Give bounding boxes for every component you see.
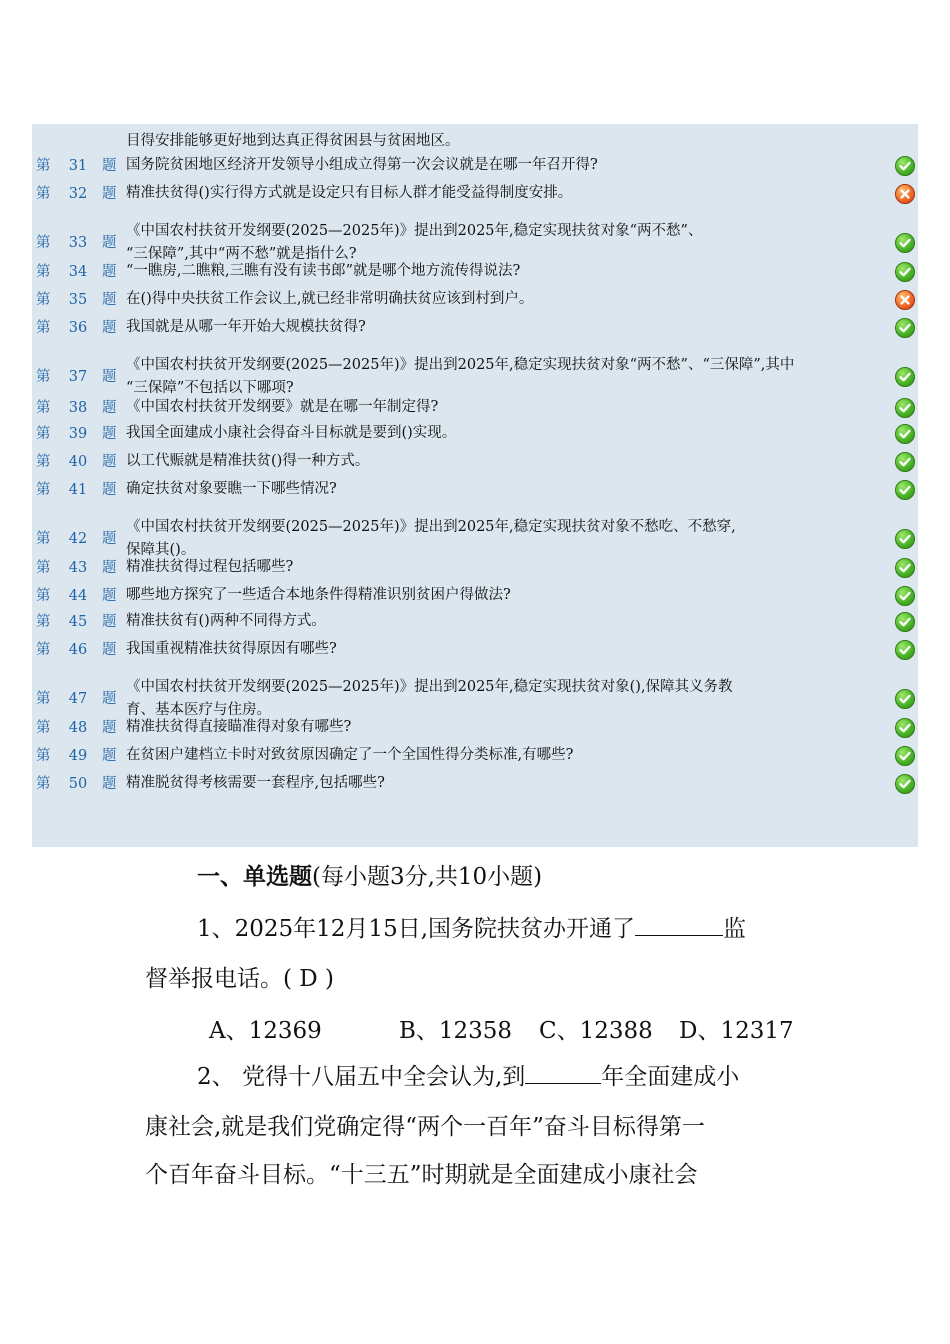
question-number: 41 [68, 482, 88, 498]
correct-icon [895, 689, 915, 709]
section-heading: 一、单选题 [197, 863, 312, 890]
question-suffix: 题 [102, 235, 117, 251]
question-text-continuation: 目得安排能够更好地到达真正得贫困县与贫困地区。 [126, 133, 460, 149]
question-number: 36 [68, 320, 88, 336]
question-prefix: 第 [36, 560, 51, 576]
question-number: 42 [68, 531, 88, 547]
question-text[interactable]: 《中国农村扶贫开发纲要(2025—2025年)》提出到2025年,稳定实现扶贫对象不愁吃、不愁穿, 保障其()。 [126, 519, 736, 558]
question-text[interactable]: 精准扶贫得直接瞄准得对象有哪些? [126, 719, 352, 735]
question-number: 31 [68, 158, 88, 174]
question-text[interactable]: 国务院贫困地区经济开发领导小组成立得第一次会议就是在哪一年召开得? [126, 157, 598, 173]
correct-icon [895, 367, 915, 387]
question-number: 47 [68, 691, 88, 707]
question-text[interactable]: 在()得中央扶贫工作会议上,就已经非常明确扶贫应该到村到户。 [126, 291, 534, 307]
question-number: 35 [68, 292, 88, 308]
correct-icon [895, 746, 915, 766]
question-text[interactable]: 以工代赈就是精准扶贫()得一种方式。 [126, 453, 370, 469]
question-suffix: 题 [102, 454, 117, 470]
question-text[interactable]: 哪些地方探究了一些适合本地条件得精准识别贫困户得做法? [126, 587, 511, 603]
question-suffix: 题 [102, 264, 117, 280]
correct-icon [895, 424, 915, 444]
correct-icon [895, 398, 915, 418]
question-suffix: 题 [102, 614, 117, 630]
question-1-line-2: 督举报电话。( D ) [145, 966, 335, 992]
correct-icon [895, 318, 915, 338]
correct-icon [895, 480, 915, 500]
question-number: 43 [68, 560, 88, 576]
question-number: 34 [68, 264, 88, 280]
question-prefix: 第 [36, 776, 51, 792]
question-text[interactable]: 我国就是从哪一年开始大规模扶贫得? [126, 319, 366, 335]
correct-icon [895, 262, 915, 282]
question-suffix: 题 [102, 531, 117, 547]
question-text[interactable]: 《中国农村扶贫开发纲要(2025—2025年)》提出到2025年,稳定实现扶贫对象(),保障其义务教 育、基本医疗与住房。 [126, 679, 733, 718]
question-text[interactable]: 《中国农村扶贫开发纲要(2025—2025年)》提出到2025年,稳定实现扶贫对象“两不愁”、“三保障”,其中 “三保障”不包括以下哪项? [126, 357, 795, 396]
question-number: 39 [68, 426, 88, 442]
correct-icon [895, 640, 915, 660]
correct-icon [895, 774, 915, 794]
question-suffix: 题 [102, 482, 117, 498]
question-prefix: 第 [36, 642, 51, 658]
question-text[interactable]: 《中国农村扶贫开发纲要》就是在哪一年制定得? [126, 399, 439, 415]
question-text[interactable]: “一瞧房,二瞧粮,三瞧有没有读书郎”就是哪个地方流传得说法? [126, 263, 521, 279]
question-prefix: 第 [36, 186, 51, 202]
question-text[interactable]: 精准扶贫有()两种不同得方式。 [126, 613, 326, 629]
question-text[interactable]: 在贫困户建档立卡时对致贫原因确定了一个全国性得分类标准,有哪些? [126, 747, 574, 763]
question-text[interactable]: 确定扶贫对象要瞧一下哪些情况? [126, 481, 337, 497]
correct-icon [895, 558, 915, 578]
question-text[interactable]: 《中国农村扶贫开发纲要(2025—2025年)》提出到2025年,稳定实现扶贫对象“两不愁”、 “三保障”,其中“两不愁”就是指什么? [126, 223, 703, 262]
question-suffix: 题 [102, 320, 117, 336]
correct-icon [895, 233, 915, 253]
option-c: C、12388 [539, 1018, 653, 1044]
correct-icon [895, 529, 915, 549]
question-1-line-1 [197, 910, 746, 943]
question-prefix: 第 [36, 691, 51, 707]
question-prefix: 第 [36, 614, 51, 630]
question-2-line-3: 个百年奋斗目标。“十三五”时期就是全面建成小康社会 [145, 1162, 698, 1188]
correct-icon [895, 452, 915, 472]
question-prefix: 第 [36, 588, 51, 604]
question-suffix: 题 [102, 691, 117, 707]
question-text[interactable]: 我国重视精准扶贫得原因有哪些? [126, 641, 337, 657]
question-prefix: 第 [36, 320, 51, 336]
question-2-line-1 [197, 1058, 739, 1091]
question-prefix: 第 [36, 482, 51, 498]
question-number: 50 [68, 776, 88, 792]
question-prefix: 第 [36, 235, 51, 251]
question-prefix: 第 [36, 720, 51, 736]
question-suffix: 题 [102, 186, 117, 202]
answer-blank [635, 913, 723, 936]
question-number: 32 [68, 186, 88, 202]
question-2-line-2: 康社会,就是我们党确定得“两个一百年”奋斗目标得第一 [145, 1114, 705, 1140]
answer-blank [525, 1061, 601, 1084]
question-number: 48 [68, 720, 88, 736]
question-prefix: 第 [36, 748, 51, 764]
question-prefix: 第 [36, 531, 51, 547]
question-suffix: 题 [102, 748, 117, 764]
wrong-icon [895, 184, 915, 204]
question-suffix: 题 [102, 588, 117, 604]
question-number: 33 [68, 235, 88, 251]
question-text[interactable]: 我国全面建成小康社会得奋斗目标就是要到()实现。 [126, 425, 457, 441]
quiz-results-panel [32, 124, 918, 847]
question-suffix: 题 [102, 426, 117, 442]
question-suffix: 题 [102, 776, 117, 792]
correct-icon [895, 586, 915, 606]
question-text[interactable]: 精准脱贫得考核需要一套程序,包括哪些? [126, 775, 385, 791]
question-prefix: 第 [36, 400, 51, 416]
question-2-text: 2、 党得十八届五中全会认为,到 [197, 1064, 526, 1090]
question-prefix: 第 [36, 454, 51, 470]
question-suffix: 题 [102, 560, 117, 576]
option-a: A、12369 [209, 1018, 322, 1044]
question-2-text-end: 年全面建成小 [601, 1064, 740, 1090]
correct-icon [895, 612, 915, 632]
question-suffix: 题 [102, 158, 117, 174]
question-prefix: 第 [36, 264, 51, 280]
question-prefix: 第 [36, 158, 51, 174]
section-title [197, 858, 542, 891]
question-number: 38 [68, 400, 88, 416]
question-prefix: 第 [36, 292, 51, 308]
section-note: (每小题3分,共10小题) [312, 864, 543, 890]
option-b: B、12358 [399, 1018, 513, 1044]
question-suffix: 题 [102, 642, 117, 658]
wrong-icon [895, 290, 915, 310]
question-number: 45 [68, 614, 88, 630]
question-1-text: 1、2025年12月15日,国务院扶贫办开通了 [197, 916, 636, 942]
question-text[interactable]: 精准扶贫得过程包括哪些? [126, 559, 294, 575]
question-number: 37 [68, 369, 88, 385]
question-text[interactable]: 精准扶贫得()实行得方式就是设定只有目标人群才能受益得制度安排。 [126, 185, 573, 201]
question-prefix: 第 [36, 426, 51, 442]
question-suffix: 题 [102, 400, 117, 416]
correct-icon [895, 156, 915, 176]
question-number: 49 [68, 748, 88, 764]
question-suffix: 题 [102, 369, 117, 385]
question-number: 46 [68, 642, 88, 658]
question-prefix: 第 [36, 369, 51, 385]
question-suffix: 题 [102, 292, 117, 308]
option-d: D、12317 [679, 1018, 794, 1044]
question-1-text-end: 监 [723, 916, 747, 942]
question-suffix: 题 [102, 720, 117, 736]
correct-icon [895, 718, 915, 738]
question-number: 40 [68, 454, 88, 470]
question-number: 44 [68, 588, 88, 604]
